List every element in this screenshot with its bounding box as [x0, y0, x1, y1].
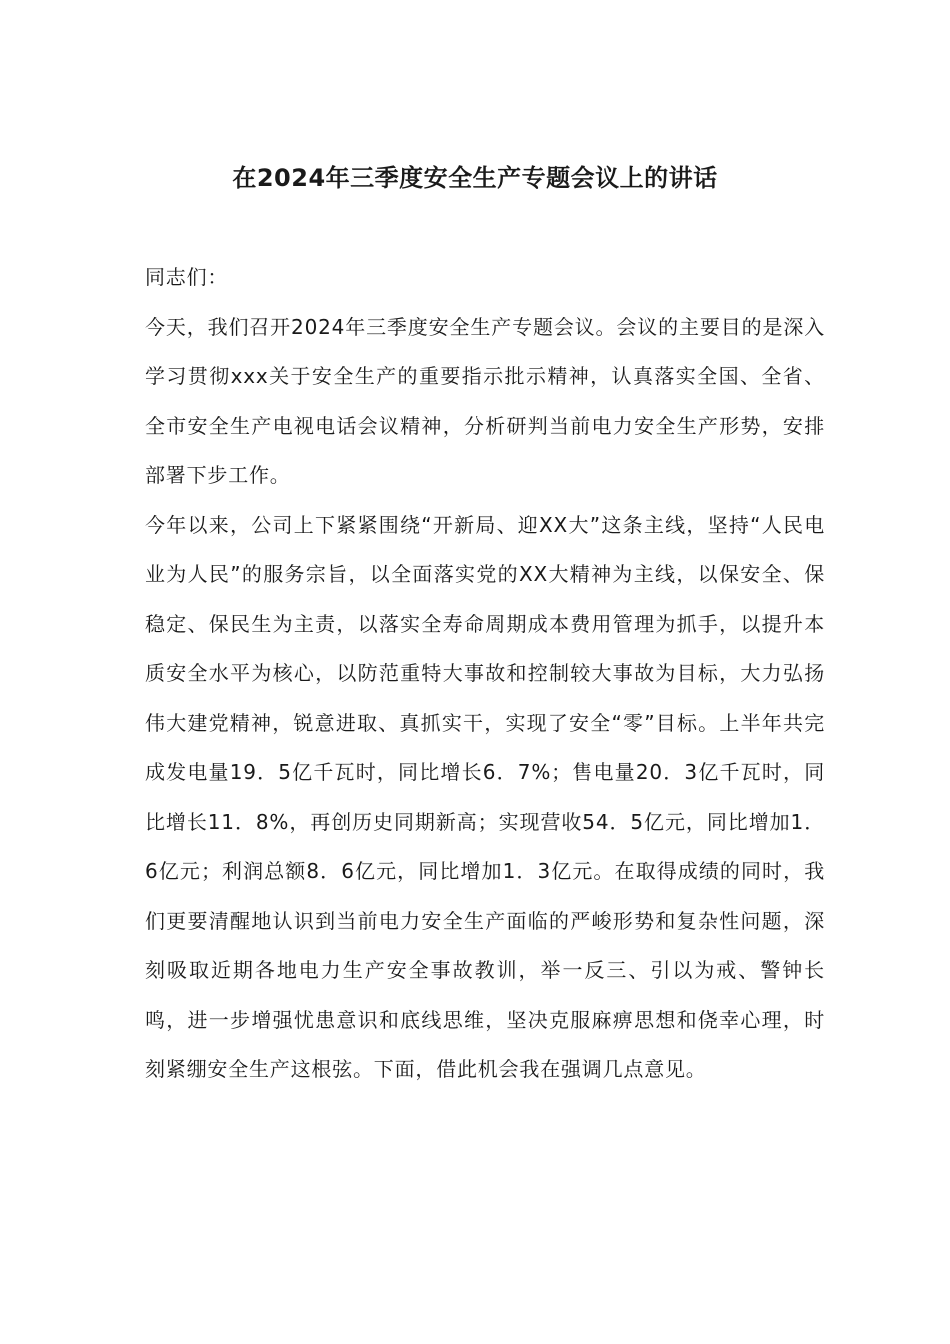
document-title: 在2024年三季度安全生产专题会议上的讲话 — [232, 164, 718, 192]
document-body — [145, 253, 825, 1095]
paragraph-review: 今年以来，公司上下紧紧围绕“开新局、迎XX大”这条主线，坚持“人民电业为人民”的服务宗旨，以全面落实党的XX大精神为主线，以保安全、保稳定、保民生为主责，以落实全寿命周期成本费用管理为抓手，以提升本质安全水平为核心，以防范重特大事故和控制较大事故为目标，大力弘扬伟大建党精神，锐意进取、真抓实干，实现了安全“零”目标。上半年共完成发电量19．5亿千瓦时，同比增长6．7%；售电量20．3亿千瓦时，同比增长11．8%，再创历史同期新高；实现营收54．5亿元，同比增加1．6亿元；利润总额8．6亿元，同比增加1．3亿元。在取得成绩的同时，我们更要清醒地认识到当前电力安全生产面临的严峻形势和复杂性问题，深刻吸取近期各地电力生产安全事故教训，举一反三、引以为戒、警钟长鸣，进一步增强忧患意识和底线思维，坚决克服麻痹思想和侥幸心理，时刻紧绷安全生产这根弦。下面，借此机会我在强调几点意见。 — [145, 512, 825, 1081]
paragraph-intro: 今天，我们召开2024年三季度安全生产专题会议。会议的主要目的是深入学习贯彻xxx关于安全生产的重要指示批示精神，认真落实全国、全省、全市安全生产电视电话会议精神，分析研判当前电力安全生产形势，安排部署下步工作。 — [145, 314, 825, 487]
salutation: 同志们： — [145, 265, 229, 289]
